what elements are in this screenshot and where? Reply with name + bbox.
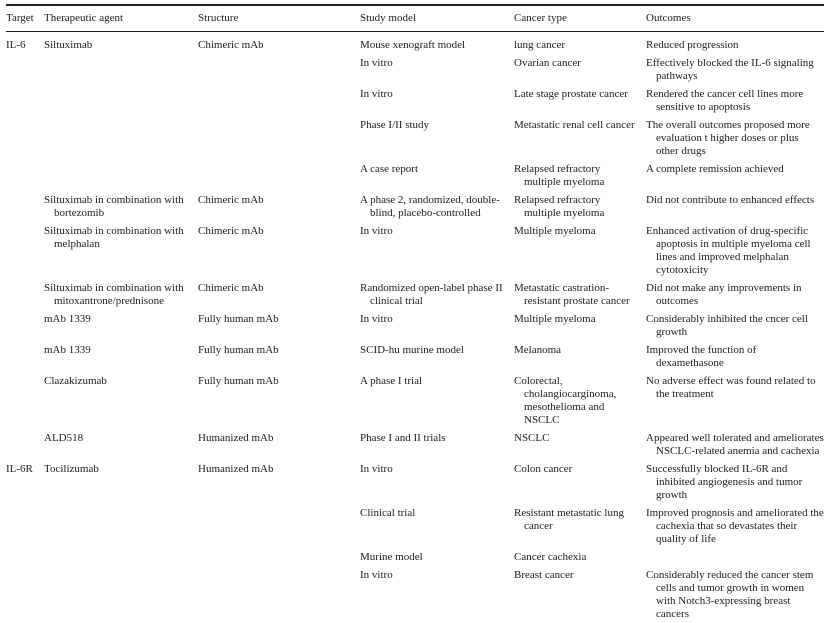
cell-study_model bbox=[360, 567, 514, 623]
cell-target bbox=[6, 342, 44, 373]
table-row bbox=[6, 161, 824, 192]
cell-structure bbox=[198, 461, 360, 505]
cell-target bbox=[6, 567, 44, 623]
table-row bbox=[6, 342, 824, 373]
cell-text: Metastatic renal cell cancer bbox=[514, 119, 635, 131]
cell-text: Chimeric mAb bbox=[198, 194, 264, 206]
cell-text: Colon cancer bbox=[514, 463, 573, 475]
cell-target bbox=[6, 461, 44, 505]
cell-structure bbox=[198, 280, 360, 311]
cell-study_model bbox=[360, 223, 514, 280]
column-header-structure: Structure bbox=[198, 5, 360, 32]
table-row bbox=[6, 32, 824, 56]
cell-text: In vitro bbox=[360, 225, 393, 237]
cell-text: Did not make any improvements in outcomes bbox=[646, 282, 802, 307]
cell-study_model bbox=[360, 161, 514, 192]
cell-outcomes bbox=[646, 342, 824, 373]
cell-agent bbox=[44, 567, 198, 623]
cell-agent bbox=[44, 86, 198, 117]
cell-agent bbox=[44, 342, 198, 373]
cell-structure bbox=[198, 192, 360, 223]
cell-text: NSCLC bbox=[514, 432, 550, 444]
table-row bbox=[6, 117, 824, 161]
cell-text: Cancer cachexia bbox=[514, 551, 587, 563]
cell-study_model bbox=[360, 342, 514, 373]
cell-cancer_type bbox=[514, 549, 646, 567]
cell-text: Considerably reduced the cancer stem cells and tumor growth in women with Notch3-expressing breast cancers bbox=[646, 569, 814, 620]
cell-cancer_type bbox=[514, 311, 646, 342]
table-row bbox=[6, 567, 824, 623]
cell-text: ALD518 bbox=[44, 432, 84, 444]
cell-agent bbox=[44, 161, 198, 192]
cell-text: Clinical trial bbox=[360, 507, 416, 519]
cell-structure bbox=[198, 161, 360, 192]
cell-target bbox=[6, 223, 44, 280]
cell-text: Fully human mAb bbox=[198, 313, 279, 325]
cell-text: The overall outcomes proposed more evaluation t higher doses or plus other drugs bbox=[646, 119, 810, 157]
cell-study_model bbox=[360, 505, 514, 549]
cell-structure bbox=[198, 86, 360, 117]
cell-text: SCID-hu murine model bbox=[360, 344, 464, 356]
cell-text: A phase 2, randomized, double-blind, placebo-controlled bbox=[360, 194, 500, 219]
cell-agent bbox=[44, 32, 198, 56]
cell-target bbox=[6, 55, 44, 86]
cell-text: Multiple myeloma bbox=[514, 313, 596, 325]
cell-text: Randomized open-label phase II clinical trial bbox=[360, 282, 503, 307]
cell-target bbox=[6, 311, 44, 342]
cell-text: A complete remission achieved bbox=[646, 163, 784, 175]
cell-text: Clazakizumab bbox=[44, 375, 107, 387]
cell-study_model bbox=[360, 373, 514, 430]
cell-cancer_type bbox=[514, 280, 646, 311]
cell-target bbox=[6, 32, 44, 56]
cell-target bbox=[6, 192, 44, 223]
cell-structure bbox=[198, 430, 360, 461]
cell-text: Appeared well tolerated and ameliorates NSCLC-related anemia and cachexia bbox=[646, 432, 824, 457]
cell-text: Successfully blocked IL-6R and inhibited angiogenesis and tumor growth bbox=[646, 463, 803, 501]
table-header-row bbox=[6, 5, 824, 32]
cell-outcomes bbox=[646, 55, 824, 86]
cell-outcomes bbox=[646, 430, 824, 461]
cell-text: Phase I and II trials bbox=[360, 432, 446, 444]
cell-agent bbox=[44, 430, 198, 461]
table-row bbox=[6, 430, 824, 461]
cell-cancer_type bbox=[514, 86, 646, 117]
cell-cancer_type bbox=[514, 161, 646, 192]
cell-study_model bbox=[360, 280, 514, 311]
cell-target bbox=[6, 430, 44, 461]
cell-text: Melanoma bbox=[514, 344, 562, 356]
cell-outcomes bbox=[646, 567, 824, 623]
cell-outcomes bbox=[646, 192, 824, 223]
cell-outcomes bbox=[646, 117, 824, 161]
cell-cancer_type bbox=[514, 32, 646, 56]
cell-agent bbox=[44, 117, 198, 161]
cell-text: Siltuximab bbox=[44, 39, 93, 51]
cell-text: lung cancer bbox=[514, 39, 565, 51]
cell-outcomes bbox=[646, 505, 824, 549]
cell-outcomes bbox=[646, 373, 824, 430]
cell-text: In vitro bbox=[360, 569, 393, 581]
cell-study_model bbox=[360, 86, 514, 117]
cell-text: Multiple myeloma bbox=[514, 225, 596, 237]
cell-text: mAb 1339 bbox=[44, 344, 91, 356]
cell-structure bbox=[198, 32, 360, 56]
cell-text: Resistant metastatic lung cancer bbox=[514, 507, 624, 532]
cell-outcomes bbox=[646, 161, 824, 192]
cell-target bbox=[6, 505, 44, 549]
cell-outcomes bbox=[646, 223, 824, 280]
cell-agent bbox=[44, 373, 198, 430]
cell-text: mAb 1339 bbox=[44, 313, 91, 325]
column-header-study-model: Study model bbox=[360, 5, 514, 32]
cell-text: Phase I/II study bbox=[360, 119, 430, 131]
table-row bbox=[6, 311, 824, 342]
cell-text: Chimeric mAb bbox=[198, 39, 264, 51]
cell-structure bbox=[198, 505, 360, 549]
cell-agent bbox=[44, 311, 198, 342]
cell-study_model bbox=[360, 461, 514, 505]
cell-structure bbox=[198, 342, 360, 373]
cell-text: In vitro bbox=[360, 88, 393, 100]
cell-text: IL-6R bbox=[6, 463, 33, 475]
cell-agent bbox=[44, 192, 198, 223]
table-row bbox=[6, 549, 824, 567]
table-row bbox=[6, 223, 824, 280]
cell-cancer_type bbox=[514, 461, 646, 505]
cell-text: Siltuximab in combination with melphalan bbox=[44, 225, 184, 250]
cell-text: Murine model bbox=[360, 551, 423, 563]
cell-cancer_type bbox=[514, 192, 646, 223]
table-row bbox=[6, 55, 824, 86]
cell-structure bbox=[198, 223, 360, 280]
column-header-outcomes: Outcomes bbox=[646, 5, 824, 32]
table-row bbox=[6, 192, 824, 223]
table-row bbox=[6, 505, 824, 549]
cell-text: Improved prognosis and ameliorated the cachexia that so devastates their quality of life bbox=[646, 507, 824, 545]
cell-text: Relapsed refractory multiple myeloma bbox=[514, 163, 605, 188]
cell-cancer_type bbox=[514, 223, 646, 280]
cell-target bbox=[6, 549, 44, 567]
cell-structure bbox=[198, 311, 360, 342]
cell-target bbox=[6, 117, 44, 161]
cell-text: Ovarian cancer bbox=[514, 57, 581, 69]
cell-cancer_type bbox=[514, 373, 646, 430]
cell-text: Breast cancer bbox=[514, 569, 574, 581]
cell-text: Effectively blocked the IL-6 signaling pathways bbox=[646, 57, 814, 82]
table-header bbox=[6, 5, 824, 32]
cell-cancer_type bbox=[514, 430, 646, 461]
cell-text: Rendered the cancer cell lines more sensitive to apoptosis bbox=[646, 88, 804, 113]
cell-text: In vitro bbox=[360, 57, 393, 69]
cell-text: Colorectal, cholangiocarginoma, mesothelioma and NSCLC bbox=[514, 375, 617, 426]
cell-outcomes bbox=[646, 461, 824, 505]
cell-outcomes bbox=[646, 86, 824, 117]
table-row bbox=[6, 461, 824, 505]
cell-text: Did not contribute to enhanced effects bbox=[646, 194, 815, 206]
cell-structure bbox=[198, 567, 360, 623]
cell-target bbox=[6, 280, 44, 311]
cell-text: No adverse effect was found related to the treatment bbox=[646, 375, 816, 400]
cell-study_model bbox=[360, 430, 514, 461]
table-body bbox=[6, 32, 824, 623]
cell-agent bbox=[44, 461, 198, 505]
cell-structure bbox=[198, 549, 360, 567]
cell-cancer_type bbox=[514, 117, 646, 161]
cell-study_model bbox=[360, 311, 514, 342]
cell-text: Siltuximab in combination with mitoxantrone/prednisone bbox=[44, 282, 184, 307]
cell-cancer_type bbox=[514, 505, 646, 549]
cell-text: A case report bbox=[360, 163, 419, 175]
cell-text: Fully human mAb bbox=[198, 344, 279, 356]
table-row bbox=[6, 280, 824, 311]
cell-text: Fully human mAb bbox=[198, 375, 279, 387]
cell-study_model bbox=[360, 32, 514, 56]
cell-outcomes bbox=[646, 549, 824, 567]
cell-agent bbox=[44, 505, 198, 549]
cell-structure bbox=[198, 373, 360, 430]
cell-cancer_type bbox=[514, 567, 646, 623]
cell-study_model bbox=[360, 549, 514, 567]
cell-target bbox=[6, 161, 44, 192]
column-header-target: Target bbox=[6, 5, 44, 32]
therapeutics-table bbox=[6, 4, 824, 623]
cell-text: Tocilizumab bbox=[44, 463, 99, 475]
cell-outcomes bbox=[646, 280, 824, 311]
table-row bbox=[6, 86, 824, 117]
cell-structure bbox=[198, 55, 360, 86]
cell-agent bbox=[44, 55, 198, 86]
table-row bbox=[6, 373, 824, 430]
cell-text: In vitro bbox=[360, 313, 393, 325]
cell-text: In vitro bbox=[360, 463, 393, 475]
cell-text: Improved the function of dexamethasone bbox=[646, 344, 757, 369]
cell-agent bbox=[44, 549, 198, 567]
cell-text: Relapsed refractory multiple myeloma bbox=[514, 194, 605, 219]
cell-text: Humanized mAb bbox=[198, 432, 274, 444]
cell-text: Considerably inhibited the cncer cell growth bbox=[646, 313, 808, 338]
cell-outcomes bbox=[646, 311, 824, 342]
cell-text: Mouse xenograft model bbox=[360, 39, 466, 51]
cell-target bbox=[6, 373, 44, 430]
column-header-cancer-type: Cancer type bbox=[514, 5, 646, 32]
cell-study_model bbox=[360, 192, 514, 223]
cell-text: IL-6 bbox=[6, 39, 26, 51]
cell-agent bbox=[44, 280, 198, 311]
cell-agent bbox=[44, 223, 198, 280]
cell-text: A phase I trial bbox=[360, 375, 423, 387]
cell-cancer_type bbox=[514, 342, 646, 373]
cell-study_model bbox=[360, 55, 514, 86]
cell-text: Humanized mAb bbox=[198, 463, 274, 475]
cell-target bbox=[6, 86, 44, 117]
cell-outcomes bbox=[646, 32, 824, 56]
column-header-agent: Therapeutic agent bbox=[44, 5, 198, 32]
cell-text: Siltuximab in combination with bortezomib bbox=[44, 194, 184, 219]
cell-text: Reduced progression bbox=[646, 39, 739, 51]
cell-text: Enhanced activation of drug-specific apoptosis in multiple myeloma cell lines and improved melphalan cytotoxicity bbox=[646, 225, 811, 276]
cell-study_model bbox=[360, 117, 514, 161]
cell-text: Chimeric mAb bbox=[198, 282, 264, 294]
cell-text: Late stage prostate cancer bbox=[514, 88, 628, 100]
cell-text: Metastatic castration-resistant prostate cancer bbox=[514, 282, 630, 307]
cell-text: Chimeric mAb bbox=[198, 225, 264, 237]
cell-cancer_type bbox=[514, 55, 646, 86]
cell-structure bbox=[198, 117, 360, 161]
